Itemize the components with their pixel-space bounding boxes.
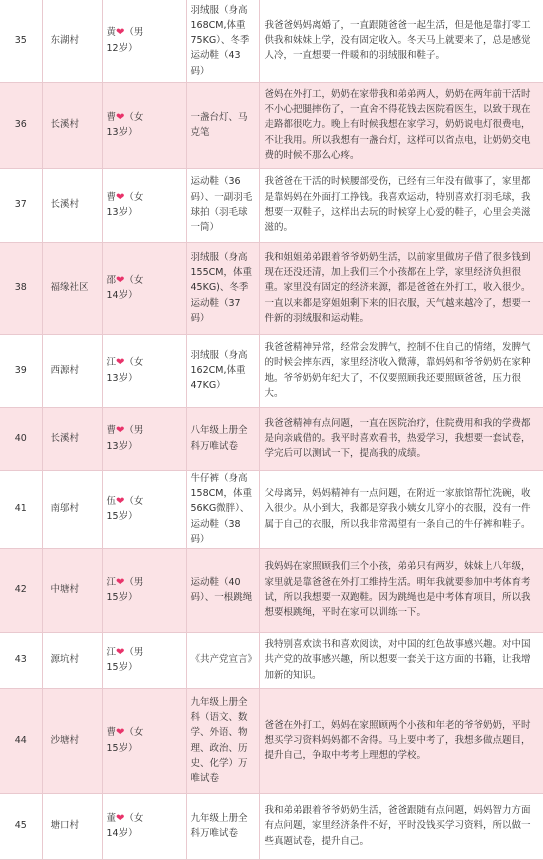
wish-item: 九年级上册全科万唯试卷 <box>186 793 259 859</box>
village-name: 源坑村 <box>42 632 102 688</box>
wish-reason: 我爸爸在干活的时候腰部受伤，已经有三年没有做事了，家里都是靠妈妈在外面打工挣钱。我喜欢运动，特别喜欢打羽毛球，我想要一双鞋子，这样出去玩的时候穿上心爱的鞋子，心里会美滋滋的。 <box>259 168 543 242</box>
village-name: 福缘社区 <box>42 242 102 334</box>
wish-item: 牛仔裤（身高158CM，体重56KG微胖）、运动鞋（38码） <box>186 470 259 548</box>
table-row <box>0 242 543 334</box>
heart-icon: ❤ <box>116 274 125 286</box>
heart-icon: ❤ <box>116 425 125 437</box>
child-surname: 江 <box>106 357 117 369</box>
table-row <box>0 82 543 168</box>
wish-reason: 我和姐姐弟弟跟着爷爷奶奶生活，以前家里做房子借了很多钱到现在还没还清，加上我们三个小孩都在上学，家里经济负担很重。家里没有固定的经济来源，都是爸爸在外打工，收入很少。一直以来都是穿姐姐剩下来的旧衣服，天气越来越冷了，想要一件新的羽绒服和运动鞋。 <box>259 242 543 334</box>
child-info-text: 江❤（女 13岁） <box>106 357 144 384</box>
child-info <box>102 407 186 470</box>
child-age: 15岁 <box>106 511 129 522</box>
child-info-text: 曹❤（女 15岁） <box>106 727 144 754</box>
wish-reason: 我特别喜欢读书和喜欢阅读，对中国的红色故事感兴趣。对中国共产党的故事感兴趣，所以想要一套关于这方面的书籍，让我增加新的知识。 <box>259 632 543 688</box>
table-row <box>0 548 543 632</box>
child-info-text: 曹❤（男 13岁） <box>106 425 144 452</box>
child-age: 13岁 <box>106 440 129 452</box>
child-age: 12岁 <box>106 42 129 54</box>
child-surname: 曹 <box>106 111 117 123</box>
child-info <box>102 0 186 82</box>
child-gender: 男 <box>133 646 144 658</box>
child-info <box>102 334 186 407</box>
wish-item: 八年级上册全科万唯试卷 <box>186 407 259 470</box>
wish-item: 运动鞋（36码）、一副羽毛球拍（羽毛球一筒） <box>186 168 259 242</box>
child-surname: 曹 <box>106 425 117 437</box>
child-surname: 曹 <box>106 727 117 739</box>
village-name: 塘口村 <box>42 793 102 859</box>
table-row <box>0 407 543 470</box>
child-info <box>102 793 186 859</box>
child-info <box>102 470 186 548</box>
row-number: 45 <box>0 793 42 859</box>
child-info-text: 邵❤（女 14岁） <box>106 274 144 301</box>
wish-item: 羽绒服（身高162CM,体重47KG） <box>186 334 259 407</box>
child-age: 15岁 <box>106 592 129 603</box>
child-surname: 江 <box>106 576 117 588</box>
child-age: 15岁 <box>106 662 129 673</box>
child-age: 13岁 <box>106 372 129 384</box>
wish-reason: 我和弟弟跟着爷爷奶奶生活，爸爸跟随有点问题，妈妈智力方面有点问题，家里经济条件不好，平时没钱买学习资料，所以做一些真题试卷，提升自己。 <box>259 793 543 859</box>
child-surname: 董 <box>106 812 117 824</box>
child-age: 13岁 <box>106 127 129 138</box>
heart-icon: ❤ <box>116 27 125 39</box>
village-name: 长溪村 <box>42 407 102 470</box>
child-gender: 女 <box>133 812 144 824</box>
row-number: 37 <box>0 168 42 242</box>
child-info-text: 伍❤（女 15岁） <box>106 495 144 522</box>
wish-reason: 我爸爸精神异常，经常会发脾气，控制不住自己的情绪，发脾气的时候会摔东西，家里经济收入微薄，靠妈妈和爷爷奶奶在家种地。爷爷奶奶年纪大了，不仅要照顾我还要照顾爸爸，压力很大。 <box>259 334 543 407</box>
village-name: 东湖村 <box>42 0 102 82</box>
heart-icon: ❤ <box>116 576 125 588</box>
child-gender: 男 <box>133 27 144 39</box>
child-info <box>102 688 186 793</box>
heart-icon: ❤ <box>116 495 125 507</box>
village-name: 中塘村 <box>42 548 102 632</box>
child-info-text: 江❤（男 15岁） <box>106 646 144 673</box>
village-name: 西源村 <box>42 334 102 407</box>
table-row <box>0 632 543 688</box>
row-number: 39 <box>0 334 42 407</box>
wish-reason: 我妈妈在家照顾我们三个小孩，弟弟只有两岁，妹妹上八年级，家里就是靠爸爸在外打工维持生活。明年我就要参加中考体育考试，所以我想要一双跑鞋。因为跳绳也是中考体育项目，所以我想要根跳绳，平时在家可以训练一下。 <box>259 548 543 632</box>
row-number: 36 <box>0 82 42 168</box>
wish-reason: 爸妈在外打工，奶奶在家带我和弟弟两人，奶奶在两年前干活时不小心把腿摔伤了，一直舍不得花钱去医院看医生，以致于现在走路都很吃力。晚上有时候我想在家学习，奶奶说电灯很费电，不让我用。所以我想有一盏台灯，这样可以省点电，让奶奶交电费的时候不那么心疼。 <box>259 82 543 168</box>
child-surname: 黄 <box>106 27 117 39</box>
wish-item: 九年级上册全科（语文、数学、外语、物理、政治、历史、化学）万唯试卷 <box>186 688 259 793</box>
table-row <box>0 0 543 82</box>
wish-reason: 父母离异，妈妈精神有一点问题，在附近一家旅馆帮忙洗碗，收入很少。从小到大，我都是穿我小姨女儿穿小的衣服，没有一件属于自己的衣服，所以我非常渴望有一条自己的牛仔裤和鞋子。 <box>259 470 543 548</box>
wish-item: 运动鞋（40码）、一根跳绳 <box>186 548 259 632</box>
child-gender: 女 <box>133 191 144 203</box>
row-number: 44 <box>0 688 42 793</box>
row-number: 38 <box>0 242 42 334</box>
heart-icon: ❤ <box>116 727 125 739</box>
table-row <box>0 793 543 859</box>
child-gender: 男 <box>133 425 144 437</box>
table-row <box>0 334 543 407</box>
child-info <box>102 548 186 632</box>
wish-item: 《共产党宣言》 <box>186 632 259 688</box>
row-number: 40 <box>0 407 42 470</box>
heart-icon: ❤ <box>116 357 125 369</box>
child-age: 14岁 <box>106 828 129 839</box>
row-number: 41 <box>0 470 42 548</box>
child-info <box>102 168 186 242</box>
table-row <box>0 168 543 242</box>
wish-item: 羽绒服（身高155CM，体重45KG)、冬季运动鞋（37码） <box>186 242 259 334</box>
child-gender: 女 <box>133 727 144 739</box>
child-surname: 曹 <box>106 191 117 203</box>
table-row <box>0 688 543 793</box>
village-name: 南邬村 <box>42 470 102 548</box>
child-gender: 男 <box>133 576 144 588</box>
child-surname: 江 <box>106 646 117 658</box>
child-info <box>102 242 186 334</box>
heart-icon: ❤ <box>116 191 125 203</box>
child-info <box>102 82 186 168</box>
child-info-text: 江❤（男 15岁） <box>106 576 144 603</box>
table-row <box>0 470 543 548</box>
child-info-text: 黄❤（男 12岁） <box>106 27 144 54</box>
child-gender: 女 <box>133 495 144 507</box>
child-gender: 女 <box>133 274 144 286</box>
child-surname: 邵 <box>106 274 117 286</box>
child-age: 13岁 <box>106 207 129 218</box>
child-info-text: 曹❤（女 13岁） <box>106 111 144 138</box>
child-info-text: 董❤（女 14岁） <box>106 812 144 839</box>
row-number: 43 <box>0 632 42 688</box>
heart-icon: ❤ <box>116 812 125 824</box>
row-number: 35 <box>0 0 42 82</box>
child-gender: 女 <box>133 357 144 369</box>
wish-item: 羽绒服（身高168CM,体重75KG）、冬季运动鞋（43码） <box>186 0 259 82</box>
wish-item: 一盏台灯、马克笔 <box>186 82 259 168</box>
wish-reason: 爸爸在外打工，妈妈在家照顾两个小孩和年老的爷爷奶奶，平时想买学习资料妈妈都不舍得。马上要中考了，我想多做点题目，提升自己，争取中考考上理想的学校。 <box>259 688 543 793</box>
row-number: 42 <box>0 548 42 632</box>
village-name: 长溪村 <box>42 82 102 168</box>
child-gender: 女 <box>133 111 144 123</box>
heart-icon: ❤ <box>116 111 125 123</box>
wish-reason: 我爸爸妈妈离婚了，一直跟随爸爸一起生活，但是他是靠打零工供我和妹妹上学，没有固定收入。冬天马上就要来了，总是感觉人冷，一直想要一件暖和的羽绒服和鞋子。 <box>259 0 543 82</box>
wish-reason: 我爸爸精神有点问题，一直在医院治疗，住院费用和我的学费都是向亲戚借的。我平时喜欢看书，热爱学习，我想要一套试卷，学完后可以测试一下，提高我的成绩。 <box>259 407 543 470</box>
child-age: 15岁 <box>106 742 129 754</box>
child-info <box>102 632 186 688</box>
heart-icon: ❤ <box>116 646 125 658</box>
village-name: 长溪村 <box>42 168 102 242</box>
child-info-text: 曹❤（女 13岁） <box>106 191 144 218</box>
child-age: 14岁 <box>106 290 129 301</box>
child-surname: 伍 <box>106 495 117 507</box>
village-name: 沙塘村 <box>42 688 102 793</box>
